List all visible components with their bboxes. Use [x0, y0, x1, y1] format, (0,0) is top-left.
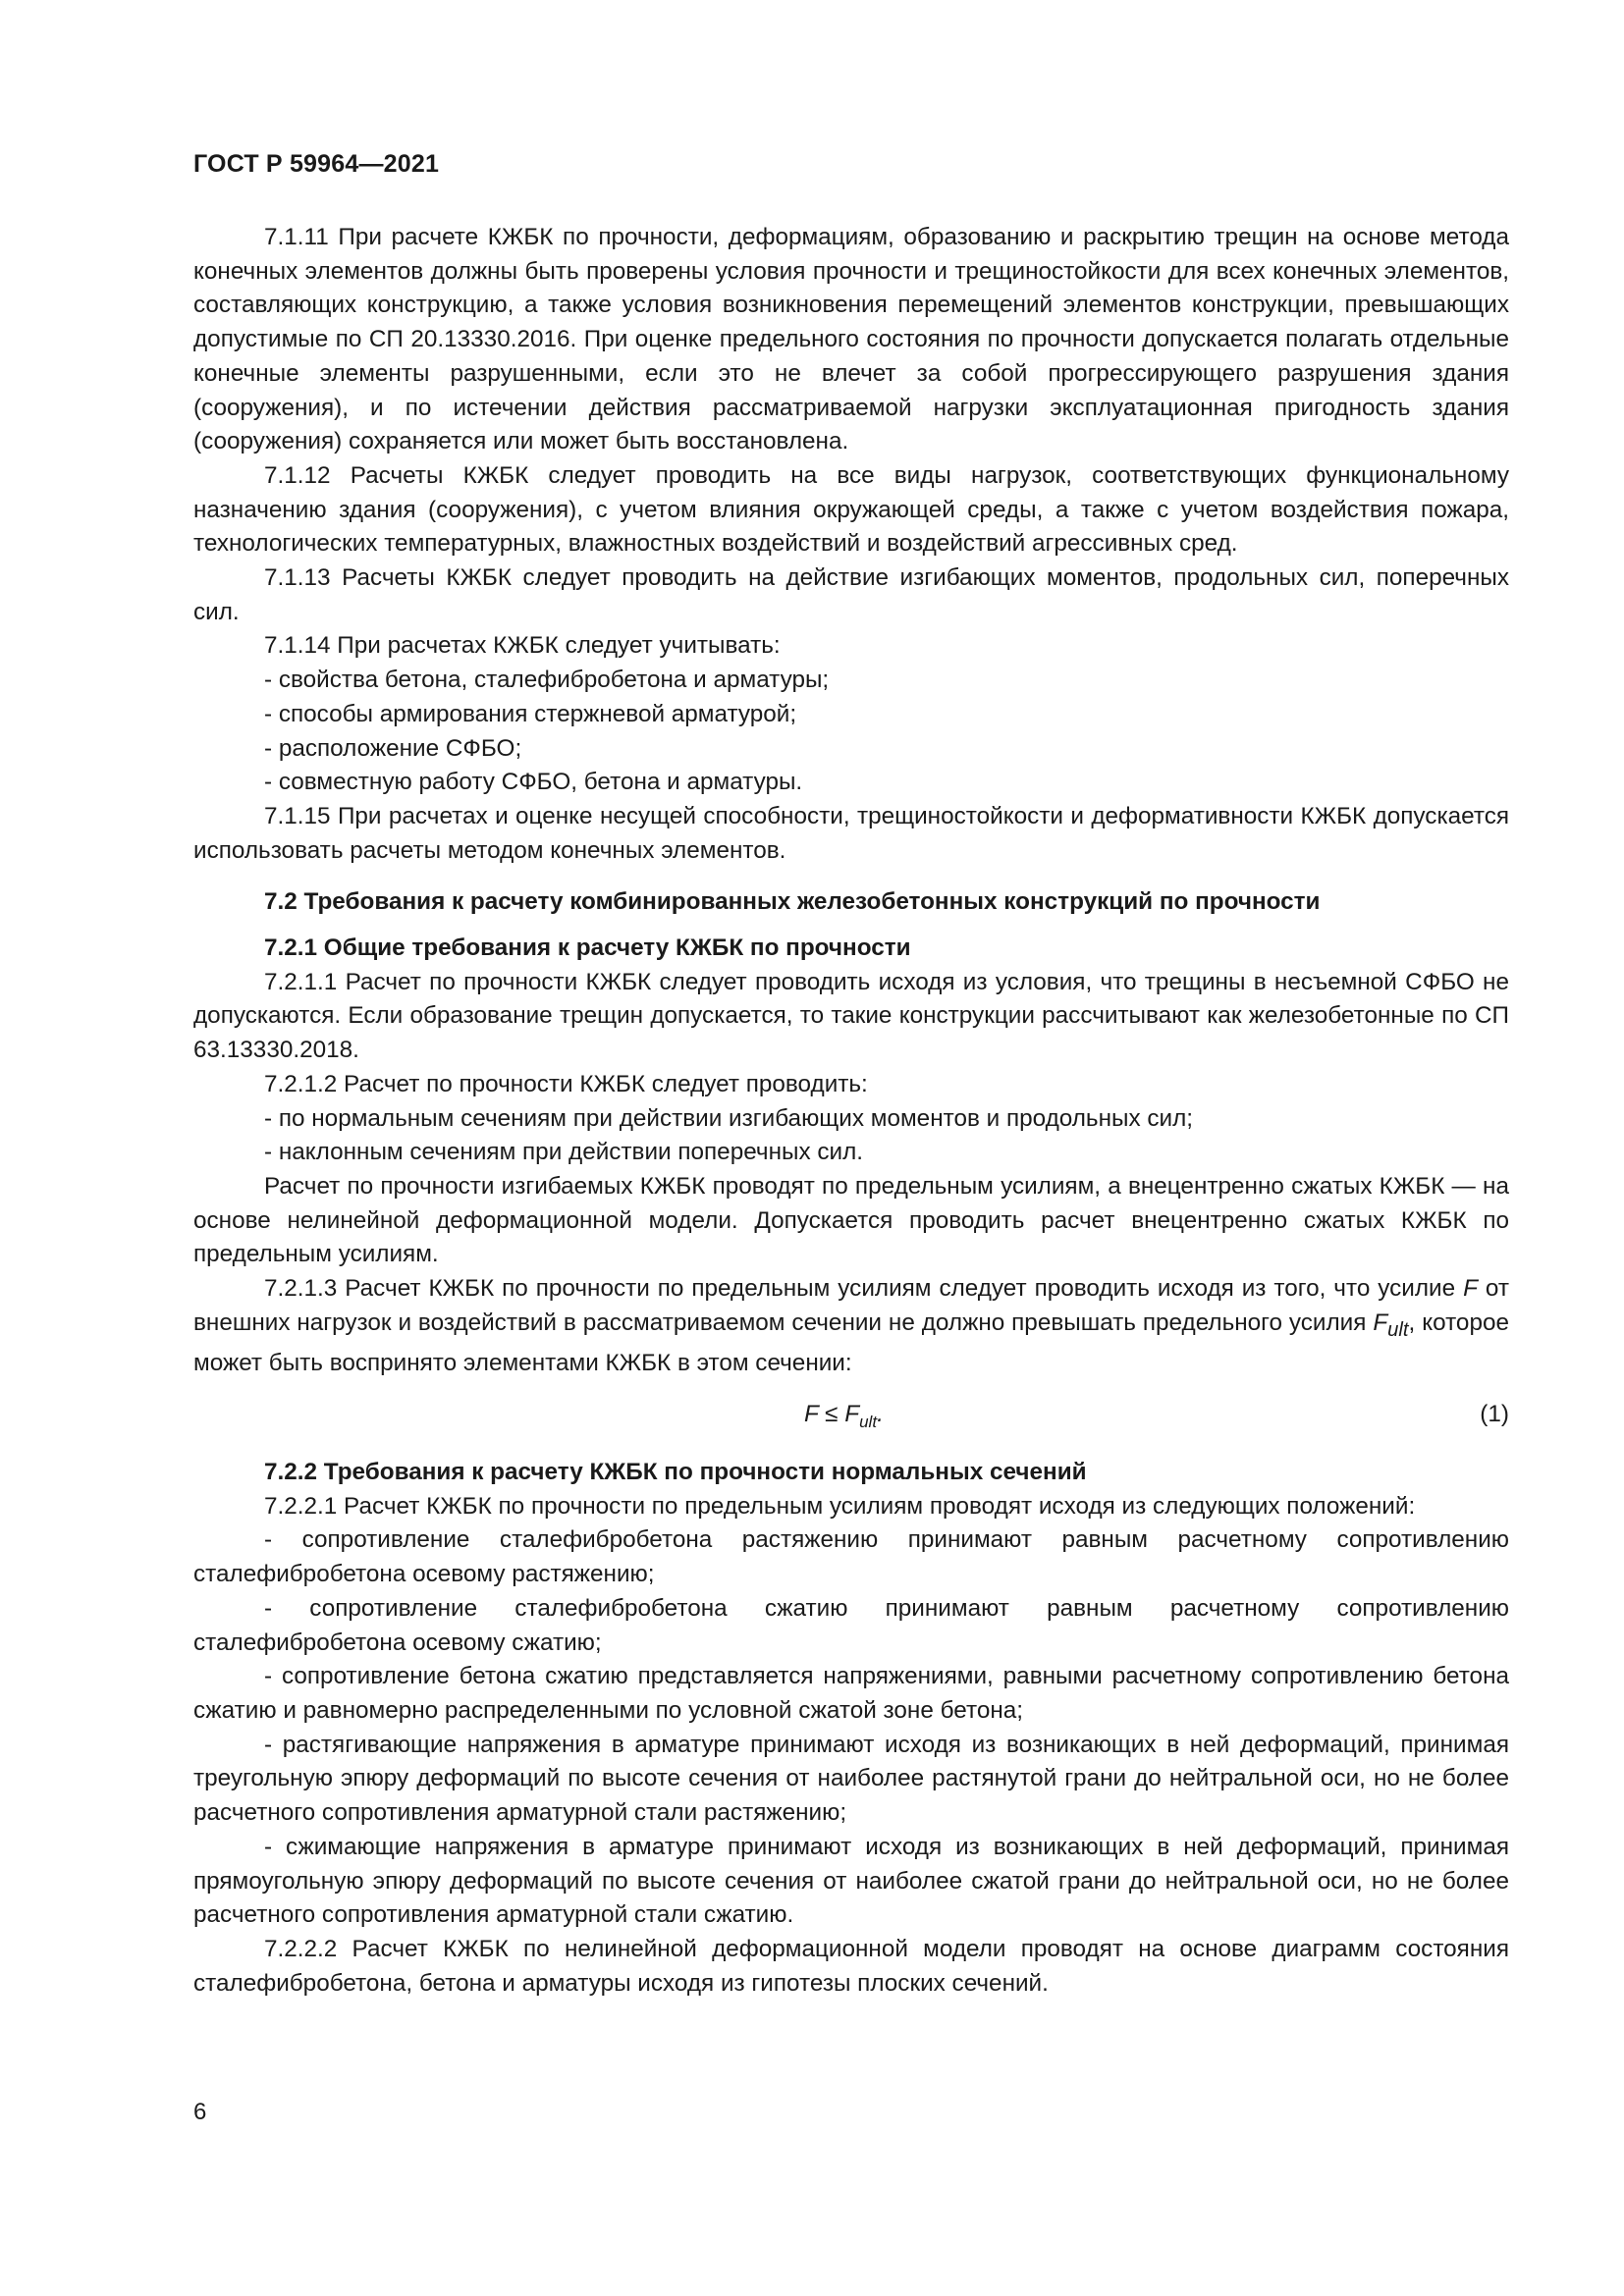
section-heading-7-2-2: 7.2.2 Требования к расчету КЖБК по прочности нормальных сечений — [264, 1459, 1087, 1486]
paragraph-7-2-1-1: 7.2.1.1 Расчет по прочности КЖБК следует проводить исходя из условия, что трещины в несъемной СФБО не допускаются. Если образование трещин допускается, то такие конструкции рассчитывают как железобетонные по СП 63.13330.2018. — [193, 968, 1509, 1064]
paragraph-7-1-14: 7.1.14 При расчетах КЖБК следует учитывать: — [264, 632, 781, 660]
text-run: , которое может быть воспринято элементами КЖБК в этом сечении: — [193, 1308, 1509, 1377]
formula-subscript: ult — [859, 1412, 878, 1431]
list-item: - растягивающие напряжения в арматуре принимают исходя из возникающих в ней деформаций, принимая треугольную эпюру деформаций по высоте сечения от наиболее растянутой грани до нейтральной оси, но не более расчетного сопротивления арматурной стали растяжению; — [193, 1731, 1509, 1827]
document-body — [193, 221, 1509, 2001]
list-item: - сопротивление сталефибробетона сжатию принимают равным расчетному сопротивлению сталефибробетона осевому сжатию; — [193, 1594, 1509, 1656]
paragraph-7-1-13: 7.1.13 Расчеты КЖБК следует проводить на действие изгибающих моментов, продольных сил, поперечных сил. — [193, 564, 1509, 625]
list-item: - сжимающие напряжения в арматуре принимают исходя из возникающих в ней деформаций, принимая прямоугольную эпюру деформаций по высоте сечения от наиболее сжатой грани до нейтральной оси, но не более расчетного сопротивления арматурной стали сжатию. — [193, 1833, 1509, 1929]
formula-1 — [193, 1389, 1509, 1444]
formula-lhs: F ≤ F — [804, 1401, 860, 1428]
variable-symbol: F — [1373, 1308, 1388, 1336]
paragraph-7-2-2-1: 7.2.2.1 Расчет КЖБК по прочности по предельным усилиям проводят исходя из следующих положений: — [264, 1492, 1416, 1520]
subscript: ult — [1387, 1318, 1409, 1341]
section-heading-7-2-1: 7.2.1 Общие требования к расчету КЖБК по прочности — [264, 934, 911, 962]
paragraph-7-1-12: 7.1.12 Расчеты КЖБК следует проводить на все виды нагрузок, соответствующих функциональному назначению здания (сооружения), с учетом влияния окружающей среды, а также с учетом воздействия пожара, технологических температурных, влажностных воздействий и воздействий агрессивных сред. — [193, 461, 1509, 558]
list-item: - наклонным сечениям при действии поперечных сил. — [264, 1139, 863, 1166]
list-item: - сопротивление бетона сжатию представляется напряжениями, равными расчетному сопротивлению бетона сжатию и равномерно распределенными по условной сжатой зоне бетона; — [193, 1663, 1509, 1724]
formula-expression — [804, 1398, 884, 1440]
formula-number: (1) — [1480, 1401, 1509, 1428]
paragraph-7-1-15: 7.1.15 При расчетах и оценке несущей способности, трещиностойкости и деформативности КЖБК допускается использовать расчеты методом конечных элементов. — [193, 802, 1509, 864]
list-item: - по нормальным сечениям при действии изгибающих моментов и продольных сил; — [264, 1104, 1194, 1132]
list-item: - совместную работу СФБО, бетона и арматуры. — [264, 769, 803, 796]
list-item: - способы армирования стержневой арматурой; — [264, 700, 797, 727]
paragraph-limit-forces: Расчет по прочности изгибаемых КЖБК проводят по предельным усилиям, а внецентренно сжатых КЖБК — на основе нелинейной деформационной модели. Допускается проводить расчет внецентренно сжатых КЖБК по предельным усилиям. — [193, 1172, 1509, 1268]
variable-f: F — [1463, 1275, 1478, 1303]
formula-tail: . — [877, 1401, 884, 1428]
list-item: - сопротивление сталефибробетона растяжению принимают равным расчетному сопротивлению сталефибробетона осевому растяжению; — [193, 1526, 1509, 1588]
paragraph-7-1-11: 7.1.11 При расчете КЖБК по прочности, деформациям, образованию и раскрытию трещин на основе метода конечных элементов должны быть проверены условия прочности и трещиностойкости для всех конечных элементов, составляющих конструкцию, а также условия возникновения перемещений элементов конструкции, превышающих допустимые по СП 20.13330.2016. При оценке предельного состояния по прочности допускается полагать отдельные конечные элементы разрушенными, если это не влечет за собой прогрессирующего разрушения здания (сооружения), и по истечении действия рассматриваемой нагрузки эксплуатационная пригодность здания (сооружения) сохраняется или может быть восстановлена. — [193, 224, 1509, 455]
list-item: - свойства бетона, сталефибробетона и арматуры; — [264, 667, 830, 694]
document-header: ГОСТ Р 59964—2021 — [193, 150, 440, 178]
list-item: - расположение СФБО; — [264, 734, 522, 762]
text-run: 7.2.1.3 Расчет КЖБК по прочности по предельным усилиям следует проводить исходя из того, что усилие — [264, 1275, 1464, 1303]
section-heading-7-2: 7.2 Требования к расчету комбинированных железобетонных конструкций по прочности — [264, 888, 1321, 916]
paragraph-7-2-1-3 — [193, 1272, 1509, 1381]
page-number: 6 — [193, 2099, 207, 2125]
text-run: от внешних нагрузок и воздействий в рассматриваемом сечении не должно превышать предельного усилия — [193, 1275, 1509, 1336]
variable-f-ult — [1373, 1308, 1409, 1341]
paragraph-7-2-2-2: 7.2.2.2 Расчет КЖБК по нелинейной деформационной модели проводят на основе диаграмм состояния сталефибробетона, бетона и арматуры исходя из гипотезы плоских сечений. — [193, 1935, 1509, 1997]
paragraph-7-2-1-2: 7.2.1.2 Расчет по прочности КЖБК следует проводить: — [264, 1070, 868, 1097]
